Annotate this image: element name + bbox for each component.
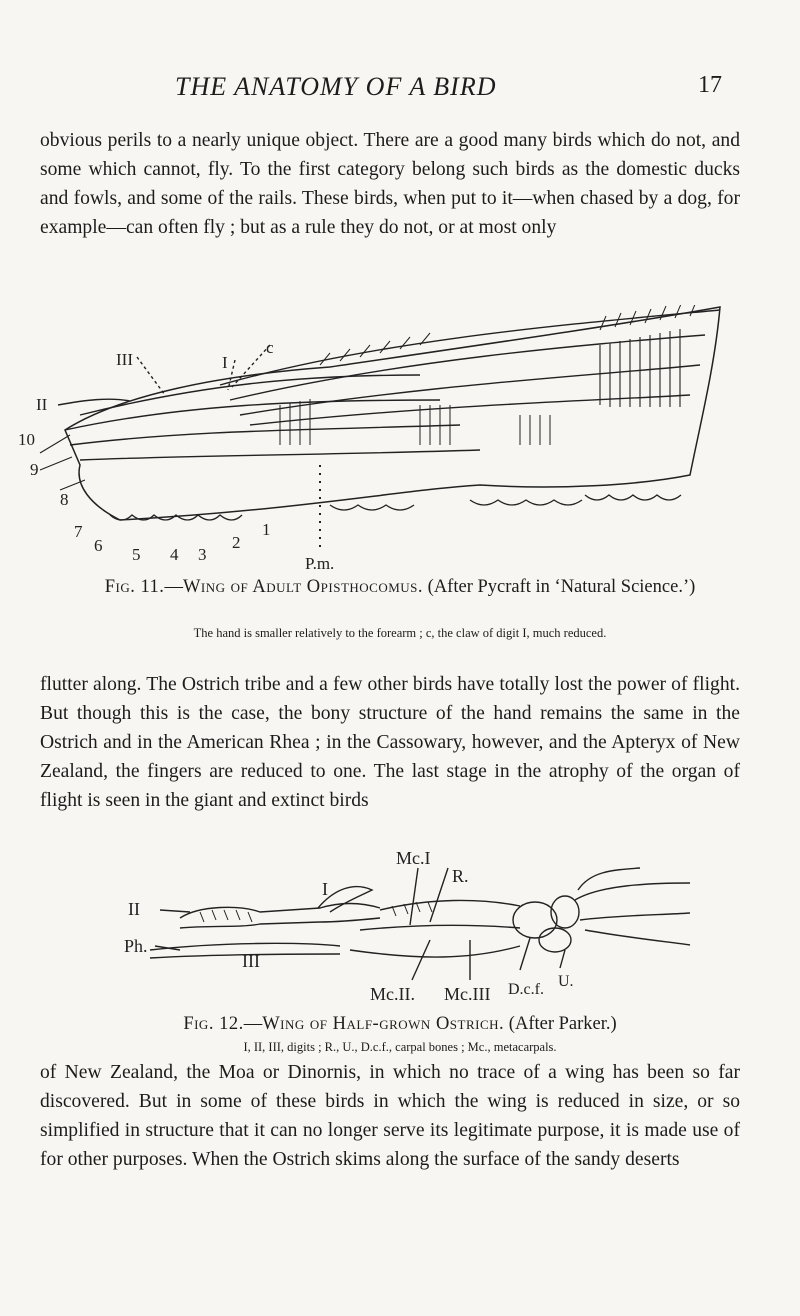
label-6: 6 <box>94 536 103 555</box>
bone-radius <box>575 883 690 900</box>
page-number: 17 <box>698 72 722 98</box>
figure-12-caption <box>0 1012 800 1036</box>
carpal-bone <box>539 928 571 952</box>
paragraph-1: obvious perils to a nearly unique object. There are a good many birds which do not, and some which cannot, fly. To the first category belong such birds as the domestic ducks and fowls, and some of the rails. These birds, when put to it—when chased by a dog, for example—can often fly ; but as a rule they do not, or at most only <box>40 130 740 238</box>
figure-12-note: I, II, III, digits ; R., U., D.c.f., carpal bones ; Mc., metacarpals. <box>243 1040 557 1054</box>
primary-feather <box>80 450 480 460</box>
fig11-dash: — <box>164 577 183 597</box>
label-2: 2 <box>232 533 241 552</box>
label-mc1: Mc.I <box>396 850 431 868</box>
label-u: U. <box>558 973 574 990</box>
bone-ulna <box>585 930 690 945</box>
fig11-title: Wing of Adult Opisthocomus. <box>182 577 424 597</box>
label-digit-3: III <box>242 951 260 971</box>
paragraph-3: of New Zealand, the Moa or Dinornis, in which no trace of a wing has been so far discovered. But in some of these birds in which the wing is reduced in size, or so simplified in structure that it can no longer serve its legitimate purpose, it is made use of for other purposes. When the Ostrich skims along the surface of the sandy deserts <box>40 1062 740 1170</box>
label-mc2: Mc.II. <box>370 984 415 1004</box>
figure-11-illustration <box>0 305 800 575</box>
figure-12-illustration <box>0 850 800 1010</box>
running-title: THE ANATOMY OF A BIRD <box>175 72 497 101</box>
label-7: 7 <box>74 522 83 541</box>
label-3: 3 <box>198 545 207 564</box>
bone-digit-2 <box>180 904 380 919</box>
label-dcf: D.c.f. <box>508 981 544 998</box>
fig12-label: Fig. 12. <box>183 1014 244 1034</box>
fig12-source: (After Parker.) <box>508 1014 617 1034</box>
carpal-bone <box>513 902 557 938</box>
figure-11-note: The hand is smaller relatively to the forearm ; c, the claw of digit I, much reduced. <box>193 626 607 640</box>
bone-phalanx <box>150 943 340 950</box>
label-digit-2: II <box>36 395 48 414</box>
label-5: 5 <box>132 545 141 564</box>
label-8: 8 <box>60 490 69 509</box>
bone-metacarpal <box>380 900 520 910</box>
primary-feather <box>230 335 705 400</box>
primary-feather <box>70 425 460 445</box>
figure-11-caption <box>0 575 800 599</box>
label-9: 9 <box>30 460 39 479</box>
primary-feather <box>240 365 700 415</box>
fig11-source: (After Pycraft in ‘Natural Science.’) <box>427 577 696 597</box>
label-1: 1 <box>262 520 271 539</box>
label-pm: P.m. <box>305 554 335 573</box>
fig12-dash: — <box>243 1014 263 1034</box>
fig11-label: Fig. 11. <box>104 577 165 597</box>
primary-feather <box>220 310 720 385</box>
label-ph: Ph. <box>124 936 148 956</box>
label-digit-3: III <box>116 350 133 369</box>
label-digit-2: II <box>128 899 140 919</box>
label-4: 4 <box>170 545 179 564</box>
fig12-title: Wing of Half-grown Ostrich. <box>262 1014 505 1034</box>
figure-11 <box>0 305 800 575</box>
label-claw: c <box>266 338 274 357</box>
label-digit-1: I <box>222 353 228 372</box>
primary-feather <box>250 395 690 425</box>
label-r: R. <box>452 866 469 886</box>
feather-tips <box>110 495 681 520</box>
label-mc3: Mc.III <box>444 984 491 1004</box>
label-digit-1: I <box>322 879 328 899</box>
label-10: 10 <box>18 430 35 449</box>
paragraph-2: flutter along. The Ostrich tribe and a few other birds have totally lost the power of flight. But though this is the case, the bony structure of the hand remains the same in the Ostrich and in the American Rhea ; in the Cassowary, however, and the Apteryx of New Zealand, the fingers are reduced to one. The last stage in the atrophy of the organ of flight is seen in the giant and extinct birds <box>40 674 740 811</box>
page-header <box>0 72 800 112</box>
figure-12 <box>0 850 800 1010</box>
